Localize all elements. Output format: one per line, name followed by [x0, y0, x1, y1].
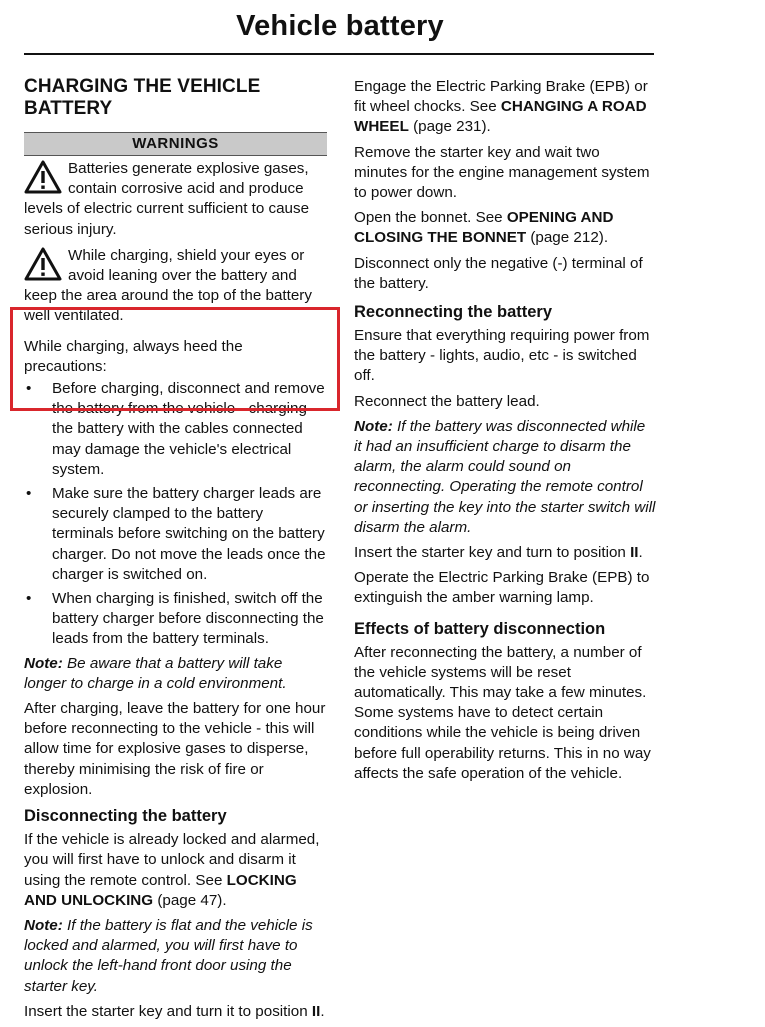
warning-triangle-icon — [24, 247, 62, 281]
bonnet-step — [354, 208, 657, 248]
operate-epb-step: Operate the Electric Parking Brake (EPB) to extinguish the amber warning lamp. — [354, 569, 650, 607]
paragraph-text: If the vehicle is already locked and alarmed, you will first have to unlock and disarm it using the remote control. See — [24, 831, 320, 889]
note-text: If the battery is flat and the vehicle is locked and alarmed, you will first have to unlock the left-hand front door using the starter key. — [24, 916, 313, 995]
left-column — [24, 76, 327, 1027]
link-opening-closing-bonnet[interactable]: OPENING AND CLOSING THE BONNET — [354, 209, 614, 247]
warning-text: Batteries generate explosive gases, contain corrosive acid and produce levels of electric current sufficient to cause serious injury. — [24, 160, 310, 238]
key-position: II — [311, 1002, 321, 1020]
bullet-icon: • — [26, 485, 32, 503]
section-heading-charging: CHARGING THE VEHICLE BATTERY — [24, 76, 261, 119]
section-heading-effects: Effects of battery disconnection — [354, 619, 606, 638]
warning-triangle-icon — [24, 160, 62, 194]
warning-shield-eyes — [24, 246, 327, 327]
list-item-text: Before charging, disconnect and remove the battery from the vehicle - charging the battery with the cables connected may damage the vehicle's electrical system. — [52, 380, 325, 478]
reconnect-lead-step: Reconnect the battery lead. — [354, 392, 540, 410]
list-item-text: When charging is finished, switch off the battery charger before disconnecting the leads from the battery terminals. — [52, 590, 324, 648]
key-position: II — [630, 544, 639, 562]
page-ref: (page 212). — [526, 229, 609, 247]
precautions-list — [24, 379, 327, 650]
paragraph-text: Insert the starter key and turn to position — [354, 544, 631, 562]
disconnect-instructions — [24, 830, 327, 911]
warning-text: While charging, shield your eyes or avoid leaning over the battery and keep the area around the top of the battery well ventilated. — [24, 246, 312, 325]
note-cold-environment — [24, 654, 327, 694]
section-heading-reconnecting: Reconnecting the battery — [354, 303, 553, 322]
epb-step — [354, 77, 657, 138]
warning-explosive-gases — [24, 159, 327, 240]
link-changing-road-wheel[interactable]: CHANGING A ROAD WHEEL — [354, 98, 647, 136]
ensure-power-off-step: Ensure that everything requiring power from the battery - lights, audio, etc - is switched off. — [354, 327, 650, 385]
page-title: Vehicle battery — [236, 10, 444, 42]
note-text: Be aware that a battery will take longer to charge in a cold environment. — [24, 654, 287, 692]
page-ref: (page 47). — [153, 891, 227, 909]
bullet-icon: • — [26, 380, 32, 398]
note-label: Note: — [24, 654, 63, 672]
list-item — [24, 589, 327, 650]
right-column — [354, 77, 657, 789]
title-divider — [24, 53, 654, 55]
list-item — [24, 484, 327, 585]
paragraph-text: Insert the starter key and turn it to position — [24, 1002, 312, 1020]
insert-key-step — [354, 543, 657, 563]
link-locking-unlocking[interactable]: LOCKING AND UNLOCKING — [24, 871, 297, 909]
note-flat-battery — [24, 916, 327, 997]
section-heading-disconnecting: Disconnecting the battery — [24, 807, 227, 826]
list-item — [24, 379, 327, 480]
warnings-bar: WARNINGS — [24, 132, 327, 156]
list-item-text: Make sure the battery charger leads are securely clamped to the battery terminals before switching on the battery charger. Do not move the leads once the charger is switched on. — [52, 485, 326, 583]
effects-text: After reconnecting the battery, a number of the vehicle systems will be reset automatically. This may take a few minutes. Some systems have to detect certain conditions while the vehicle is being driven before full operability returns. This in no way affects the safe operation of the vehicle. — [354, 643, 651, 782]
note-alarm — [354, 417, 657, 538]
punctuation: . — [320, 1002, 325, 1020]
note-label: Note: — [354, 417, 393, 435]
paragraph-text: Open the bonnet. See — [354, 209, 507, 227]
note-label: Note: — [24, 916, 63, 934]
punctuation: . — [638, 544, 643, 562]
insert-key-step — [24, 1002, 327, 1022]
precautions-intro: While charging, always heed the precautions: — [24, 337, 243, 375]
paragraph-text: Engage the Electric Parking Brake (EPB) or fit wheel chocks. See — [354, 78, 648, 116]
disconnect-negative-step: Disconnect only the negative (-) terminal of the battery. — [354, 254, 643, 292]
note-text: If the battery was disconnected while it had an insufficient charge to disarm the alarm, the alarm could sound on reconnecting. Operating the remote control or inserting the key into the starter switch will disarm the alarm. — [354, 417, 656, 536]
after-charging-text: After charging, leave the battery for one hour before reconnecting to the vehicle - this will allow time for explosive gases to disperse, thereby minimising the risk of fire or explosion. — [24, 700, 326, 798]
remove-key-step: Remove the starter key and wait two minutes for the engine management system to power down. — [354, 143, 650, 202]
bullet-icon: • — [26, 590, 32, 608]
page-ref: (page 231). — [408, 118, 491, 136]
